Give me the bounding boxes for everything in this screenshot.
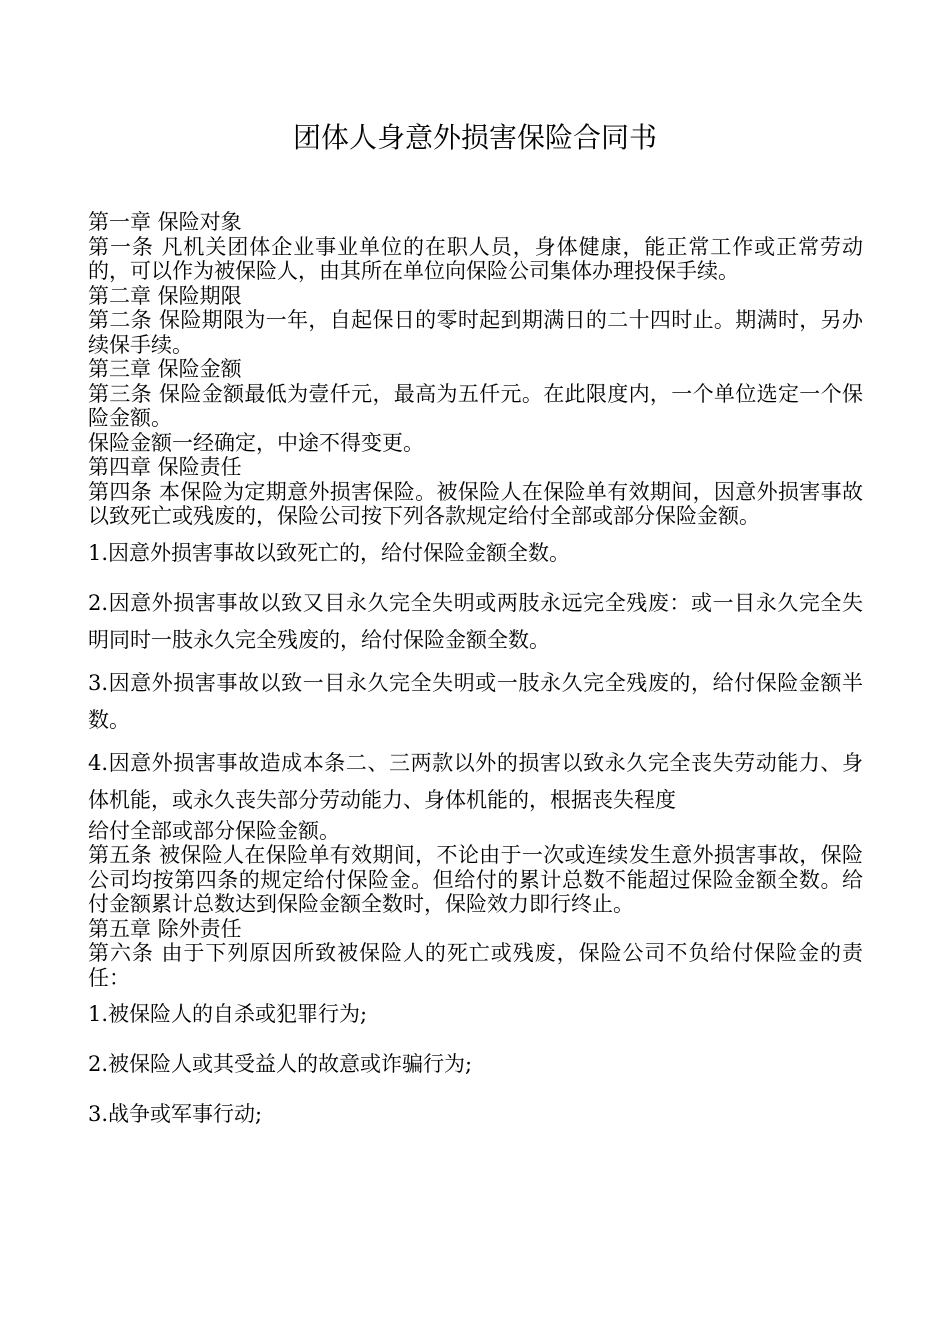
list-item: 2.被保险人或其受益人的故意或诈骗行为; bbox=[88, 1052, 473, 1076]
document-title: 团体人身意外损害保险合同书 bbox=[292, 121, 657, 154]
chapter-heading: 第二章 保险期限 bbox=[88, 283, 242, 308]
article-paragraph: 第四条 本保险为定期意外损害保险。被保险人在保险单有效期间，因意外损害事故以致死亡或残废的，保险公司按下列各款规定给付全部或部分保险金额。 bbox=[88, 479, 863, 528]
list-item: 2.因意外损害事故以致又目永久完全失明或两肢永远完全残废：或一目永久完全失明同时一肢永久完全残废的，给付保险金额全数。 bbox=[88, 590, 863, 652]
article-paragraph: 第五条 被保险人在保险单有效期间，不论由于一次或连续发生意外损害事故，保险公司均按第四条的规定给付保险金。但给付的累计总数不能超过保险金额全数。给付金额累计总数达到保险金额全数时，保险效力即行终止。 bbox=[88, 843, 863, 916]
list-item: 3.因意外损害事故以致一目永久完全失明或一肢永久完全残废的，给付保险金额半数。 bbox=[88, 670, 863, 732]
chapter-heading: 第四章 保险责任 bbox=[88, 455, 242, 479]
article-paragraph: 第一条 凡机关团体企业事业单位的在职人员，身体健康，能正常工作或正常劳动的，可以作为被保险人，由其所在单位向保险公司集体办理投保手续。 bbox=[88, 234, 863, 283]
article-paragraph: 第六条 由于下列原因所致被保险人的死亡或残废，保险公司不负给付保险金的责任： bbox=[88, 941, 863, 990]
document-body bbox=[88, 210, 863, 1133]
chapter-heading: 第三章 保险金额 bbox=[88, 357, 242, 381]
chapter-heading: 第一章 保险对象 bbox=[88, 210, 242, 234]
list-item: 1.被保险人的自杀或犯罪行为; bbox=[88, 1002, 368, 1026]
list-item: 4.因意外损害事故造成本条二、三两款以外的损害以致永久完全丧失劳动能力、身体机能，或永久丧失部分劳动能力、身体机能的，根据丧失程度 bbox=[88, 750, 863, 812]
list-item-continuation: 给付全部或部分保险金额。 bbox=[88, 818, 340, 843]
list-item: 1.因意外损害事故以致死亡的，给付保险金额全数。 bbox=[88, 540, 571, 565]
chapter-heading: 第五章 除外责任 bbox=[88, 916, 242, 941]
article-note: 保险金额一经确定，中途不得变更。 bbox=[88, 430, 424, 455]
article-paragraph: 第三条 保险金额最低为壹仟元，最高为五仟元。在此限度内，一个单位选定一个保险金额。 bbox=[88, 381, 863, 430]
article-paragraph: 第二条 保险期限为一年，自起保日的零时起到期满日的二十四时止。期满时，另办续保手续。 bbox=[88, 308, 863, 357]
list-item: 3.战争或军事行动; bbox=[88, 1102, 263, 1126]
